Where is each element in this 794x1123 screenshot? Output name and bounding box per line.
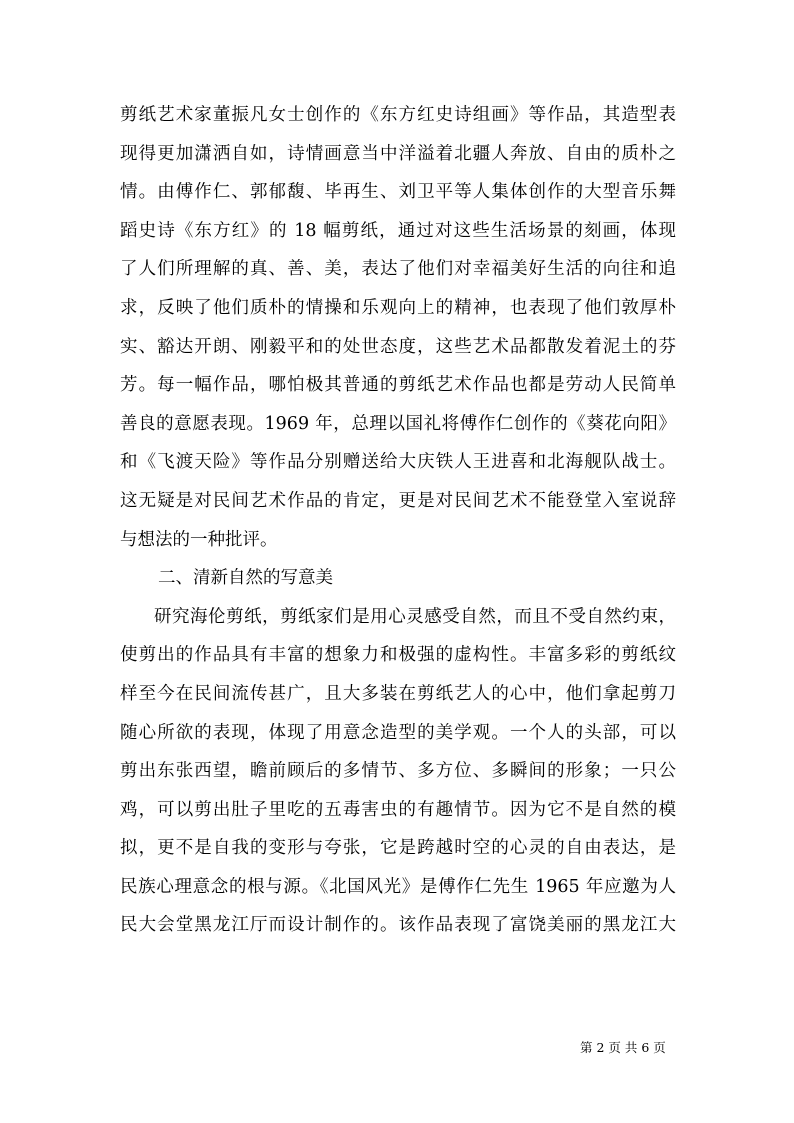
text-line: 随心所欲的表现，体现了用意念造型的美学观。一个人的头部，可以 bbox=[120, 722, 676, 743]
text-line: 样至今在民间流传甚广，且大多装在剪纸艺人的心中，他们拿起剪刀 bbox=[120, 683, 676, 704]
text-line: 鸡，可以剪出肚子里吃的五毒害虫的有趣情节。因为它不是自然的模 bbox=[120, 799, 676, 820]
text-line: 实、豁达开朗、刚毅平和的处世态度，这些艺术品都散发着泥土的芬 bbox=[120, 336, 676, 357]
paragraph-2 bbox=[120, 598, 676, 945]
text-line: 剪纸艺术家董振凡女士创作的《东方红史诗组画》等作品，其造型表 bbox=[120, 105, 676, 125]
text-line: 研究海伦剪纸，剪纸家们是用心灵感受自然，而且不受自然约束， bbox=[154, 606, 676, 627]
text-line: 拟，更不是自我的变形与夸张，它是跨越时空的心灵的自由表达，是 bbox=[120, 838, 676, 859]
text-line: 民族心理意念的根与源。《北国风光》是傅作仁先生 1965 年应邀为人 bbox=[120, 876, 676, 897]
text-line: 蹈史诗《东方红》的 18 幅剪纸，通过对这些生活场景的刻画，体现 bbox=[120, 220, 676, 241]
text-line: 善良的意愿表现。1969 年，总理以国礼将傅作仁创作的《葵花向阳》 bbox=[120, 413, 676, 434]
text-line: 与想法的一种批评。 bbox=[120, 529, 278, 550]
text-line: 情。由傅作仁、郭郁馥、毕再生、刘卫平等人集体创作的大型音乐舞 bbox=[120, 182, 676, 203]
text-line: 民大会堂黑龙江厅而设计制作的。该作品表现了富饶美丽的黑龙江大 bbox=[120, 915, 676, 936]
section-heading: 二、清新自然的写意美 bbox=[158, 568, 333, 589]
text-line: 使剪出的作品具有丰富的想象力和极强的虚构性。丰富多彩的剪纸纹 bbox=[120, 645, 676, 666]
text-line: 和《飞渡天险》等作品分别赠送给大庆铁人王进喜和北海舰队战士。 bbox=[120, 452, 676, 473]
text-line: 芳。每一幅作品，哪怕极其普通的剪纸艺术作品也都是劳动人民简单 bbox=[120, 375, 676, 396]
paragraph-1 bbox=[120, 96, 676, 559]
page-number: 第 2 页 共 6 页 bbox=[580, 1040, 666, 1055]
text-line: 这无疑是对民间艺术作品的肯定，更是对民间艺术不能登堂入室说辞 bbox=[120, 490, 676, 511]
text-line: 剪出东张西望，瞻前顾后的多情节、多方位、多瞬间的形象；一只公 bbox=[120, 761, 676, 782]
text-line: 了人们所理解的真、善、美，表达了他们对幸福美好生活的向往和追 bbox=[120, 259, 676, 280]
text-line: 现得更加潇洒自如，诗情画意当中洋溢着北疆人奔放、自由的质朴之 bbox=[120, 143, 676, 164]
body-text bbox=[120, 96, 676, 945]
text-line: 求，反映了他们质朴的情操和乐观向上的精神，也表现了他们敦厚朴 bbox=[120, 297, 676, 318]
